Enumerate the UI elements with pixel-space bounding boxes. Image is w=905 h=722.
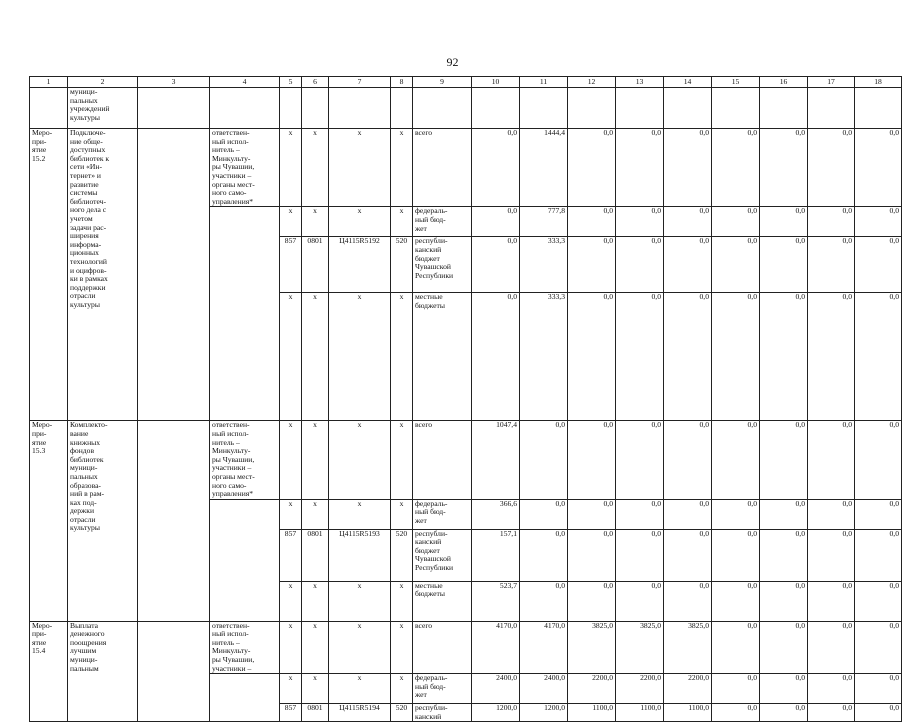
amount-cell: 0,0 [616, 129, 664, 207]
amount-cell: 3825,0 [616, 621, 664, 674]
amount-cell: 0,0 [568, 129, 616, 207]
amount-cell: 0,0 [712, 237, 760, 293]
grbs-code: x [280, 129, 302, 207]
section-code: x [302, 421, 329, 499]
executor-cell: ответствен- ный испол- нитель – Минкульту- ры Чувашии, участники – органы мест- ного само- управления* [210, 421, 280, 499]
amount-cell: 0,0 [472, 129, 520, 207]
funding-source: республи- канский [413, 704, 472, 722]
executor-cell [210, 499, 280, 621]
event-name: Выплата денежного поощрения лучшим муници- пальным [68, 621, 138, 722]
event-goal [138, 621, 210, 722]
amount-cell: 0,0 [760, 421, 808, 499]
amount-cell: 2400,0 [520, 674, 568, 704]
target-article-code: Ц4115R5193 [329, 529, 391, 581]
amount-cell: 0,0 [808, 704, 855, 722]
amount-cell: 0,0 [664, 293, 712, 421]
amount-cell: 0,0 [664, 129, 712, 207]
amount-cell: 0,0 [568, 207, 616, 237]
grbs-code: x [280, 674, 302, 704]
amount-cell: 1200,0 [472, 704, 520, 722]
event-goal [138, 421, 210, 621]
funding-source: всего [413, 621, 472, 674]
amount-cell: 0,0 [472, 207, 520, 237]
section-code: 0801 [302, 237, 329, 293]
page-number: 92 [446, 55, 459, 69]
amount-cell: 1100,0 [664, 704, 712, 722]
amount-cell: 0,0 [616, 581, 664, 621]
amount-cell: 333,3 [520, 293, 568, 421]
expense-type-code: x [391, 293, 413, 421]
grbs-code: x [280, 293, 302, 421]
funding-source: федераль- ный бюд- жет [413, 674, 472, 704]
grbs-code: x [280, 499, 302, 529]
section-code: x [302, 499, 329, 529]
column-header: 9 [413, 77, 472, 88]
amount-cell: 2200,0 [664, 674, 712, 704]
amount-cell: 0,0 [664, 207, 712, 237]
column-header: 13 [616, 77, 664, 88]
amount-cell: 0,0 [760, 499, 808, 529]
amount-cell: 0,0 [760, 674, 808, 704]
section-code: x [302, 581, 329, 621]
amount-cell: 1200,0 [520, 704, 568, 722]
amount-cell: 0,0 [855, 704, 902, 722]
event-name: Подключе- ние обще- доступных библиотек к сети «Ин- тернет» и развитие системы библиотеч- ного дела с учетом задачи рас- ширения информа- ционных технологий и оцифров- ки в рамках поддержки отрасли культуры [68, 129, 138, 421]
grbs-code: x [280, 621, 302, 674]
amount-cell: 0,0 [664, 421, 712, 499]
section-code: x [302, 207, 329, 237]
amount-cell: 4170,0 [520, 621, 568, 674]
event-label: Меро- при- ятие 15.2 [30, 129, 68, 421]
table-row [30, 621, 902, 674]
amount-cell: 157,1 [472, 529, 520, 581]
target-article-code: Ц4115R5192 [329, 237, 391, 293]
amount-cell: 0,0 [520, 529, 568, 581]
budget-table [29, 76, 902, 722]
grbs-code: 857 [280, 529, 302, 581]
column-header: 6 [302, 77, 329, 88]
amount-cell: 0,0 [568, 499, 616, 529]
amount-cell: 0,0 [760, 293, 808, 421]
amount-cell: 0,0 [760, 129, 808, 207]
amount-cell: 0,0 [808, 674, 855, 704]
amount-cell: 0,0 [760, 581, 808, 621]
grbs-code: 857 [280, 704, 302, 722]
funding-source: республи- канский бюджет Чувашской Республики [413, 237, 472, 293]
executor-cell: ответствен- ный испол- нитель – Минкульту- ры Чувашии, участники – органы мест- ного само- управления* [210, 129, 280, 207]
amount-cell: 0,0 [712, 421, 760, 499]
expense-type-code: 520 [391, 529, 413, 581]
column-header: 18 [855, 77, 902, 88]
amount-cell: 0,0 [808, 621, 855, 674]
executor-cell: ответствен- ный испол- нитель – Минкульту- ры Чувашии, участники – [210, 621, 280, 674]
amount-cell: 0,0 [855, 207, 902, 237]
amount-cell: 0,0 [712, 529, 760, 581]
section-code: x [302, 621, 329, 674]
amount-cell: 0,0 [712, 129, 760, 207]
amount-cell: 0,0 [712, 621, 760, 674]
amount-cell: 0,0 [712, 704, 760, 722]
column-header: 1 [30, 77, 68, 88]
amount-cell: 3825,0 [664, 621, 712, 674]
expense-type-code: x [391, 674, 413, 704]
amount-cell: 0,0 [664, 581, 712, 621]
target-article-code: x [329, 129, 391, 207]
target-article-code: x [329, 421, 391, 499]
expense-type-code: x [391, 621, 413, 674]
amount-cell: 3825,0 [568, 621, 616, 674]
event-label: Меро- при- ятие 15.3 [30, 421, 68, 621]
amount-cell: 0,0 [568, 421, 616, 499]
table-row [30, 129, 902, 207]
column-header: 2 [68, 77, 138, 88]
amount-cell: 0,0 [808, 293, 855, 421]
amount-cell: 0,0 [616, 421, 664, 499]
event-label: Меро- при- ятие 15.4 [30, 621, 68, 722]
amount-cell: 0,0 [808, 499, 855, 529]
amount-cell: 0,0 [664, 237, 712, 293]
target-article-code: x [329, 674, 391, 704]
amount-cell: 0,0 [808, 237, 855, 293]
expense-type-code: x [391, 207, 413, 237]
amount-cell: 0,0 [568, 581, 616, 621]
column-header: 8 [391, 77, 413, 88]
column-header: 15 [712, 77, 760, 88]
amount-cell: 0,0 [808, 207, 855, 237]
amount-cell: 4170,0 [472, 621, 520, 674]
amount-cell: 0,0 [664, 529, 712, 581]
amount-cell: 366,6 [472, 499, 520, 529]
expense-type-code: x [391, 499, 413, 529]
amount-cell: 0,0 [760, 207, 808, 237]
table-row [30, 421, 902, 499]
amount-cell: 2400,0 [472, 674, 520, 704]
amount-cell: 0,0 [855, 621, 902, 674]
amount-cell: 0,0 [760, 621, 808, 674]
grbs-code: 857 [280, 237, 302, 293]
amount-cell: 2200,0 [568, 674, 616, 704]
amount-cell: 0,0 [568, 293, 616, 421]
target-article-code: x [329, 581, 391, 621]
amount-cell: 0,0 [712, 499, 760, 529]
amount-cell: 0,0 [855, 237, 902, 293]
funding-source: всего [413, 129, 472, 207]
column-header: 12 [568, 77, 616, 88]
amount-cell: 0,0 [855, 129, 902, 207]
column-header: 10 [472, 77, 520, 88]
section-code: 0801 [302, 704, 329, 722]
executor-cell [210, 674, 280, 722]
column-header: 5 [280, 77, 302, 88]
amount-cell: 0,0 [808, 581, 855, 621]
section-code: x [302, 293, 329, 421]
column-header: 7 [329, 77, 391, 88]
amount-cell: 0,0 [520, 499, 568, 529]
target-article-code: x [329, 207, 391, 237]
amount-cell: 777,8 [520, 207, 568, 237]
amount-cell: 0,0 [520, 421, 568, 499]
amount-cell: 0,0 [664, 499, 712, 529]
amount-cell: 0,0 [472, 237, 520, 293]
funding-source: федераль- ный бюд- жет [413, 499, 472, 529]
target-article-code: x [329, 499, 391, 529]
amount-cell: 0,0 [760, 704, 808, 722]
column-header: 14 [664, 77, 712, 88]
executor-cell [210, 207, 280, 421]
amount-cell: 0,0 [855, 499, 902, 529]
amount-cell: 1100,0 [568, 704, 616, 722]
amount-cell: 0,0 [568, 529, 616, 581]
grbs-code: x [280, 421, 302, 499]
amount-cell: 0,0 [855, 293, 902, 421]
amount-cell: 0,0 [616, 207, 664, 237]
grbs-code: x [280, 581, 302, 621]
amount-cell: 0,0 [855, 529, 902, 581]
amount-cell: 0,0 [520, 581, 568, 621]
expense-type-code: x [391, 129, 413, 207]
amount-cell: 0,0 [808, 421, 855, 499]
amount-cell: 0,0 [568, 237, 616, 293]
funding-source: республи- канский бюджет Чувашской Республики [413, 529, 472, 581]
funding-source: всего [413, 421, 472, 499]
amount-cell: 0,0 [712, 674, 760, 704]
column-header: 16 [760, 77, 808, 88]
expense-type-code: 520 [391, 704, 413, 722]
section-code: x [302, 129, 329, 207]
header-row [30, 77, 902, 88]
amount-cell: 0,0 [472, 293, 520, 421]
amount-cell: 0,0 [616, 293, 664, 421]
funding-source: местные бюджеты [413, 293, 472, 421]
target-article-code: x [329, 293, 391, 421]
event-goal [138, 129, 210, 421]
amount-cell: 0,0 [808, 129, 855, 207]
amount-cell: 0,0 [760, 529, 808, 581]
amount-cell: 0,0 [616, 499, 664, 529]
amount-cell: 333,3 [520, 237, 568, 293]
expense-type-code: x [391, 421, 413, 499]
amount-cell: 0,0 [808, 529, 855, 581]
target-article-code: x [329, 621, 391, 674]
section-code: 0801 [302, 529, 329, 581]
amount-cell: 0,0 [712, 581, 760, 621]
expense-type-code: x [391, 581, 413, 621]
section-code: x [302, 674, 329, 704]
amount-cell: 2200,0 [616, 674, 664, 704]
expense-type-code: 520 [391, 237, 413, 293]
amount-cell: 1047,4 [472, 421, 520, 499]
amount-cell: 523,7 [472, 581, 520, 621]
amount-cell: 0,0 [760, 237, 808, 293]
amount-cell: 1444,4 [520, 129, 568, 207]
column-header: 17 [808, 77, 855, 88]
target-article-code: Ц4115R5194 [329, 704, 391, 722]
amount-cell: 0,0 [616, 237, 664, 293]
amount-cell: 0,0 [712, 293, 760, 421]
funding-source: местные бюджеты [413, 581, 472, 621]
amount-cell: 0,0 [855, 421, 902, 499]
amount-cell: 0,0 [712, 207, 760, 237]
amount-cell: 0,0 [855, 581, 902, 621]
column-header: 4 [210, 77, 280, 88]
column-header: 3 [138, 77, 210, 88]
event-name: Комплекто- вание книжных фондов библиотек муници- пальных образова- ний в рам- ках под- держки отрасли культуры [68, 421, 138, 621]
funding-source: федераль- ный бюд- жет [413, 207, 472, 237]
amount-cell: 0,0 [855, 674, 902, 704]
continued-event-name: муници- пальных учреждений культуры [68, 88, 138, 129]
amount-cell: 0,0 [616, 529, 664, 581]
grbs-code: x [280, 207, 302, 237]
continuation-row [30, 88, 902, 129]
column-header: 11 [520, 77, 568, 88]
amount-cell: 1100,0 [616, 704, 664, 722]
